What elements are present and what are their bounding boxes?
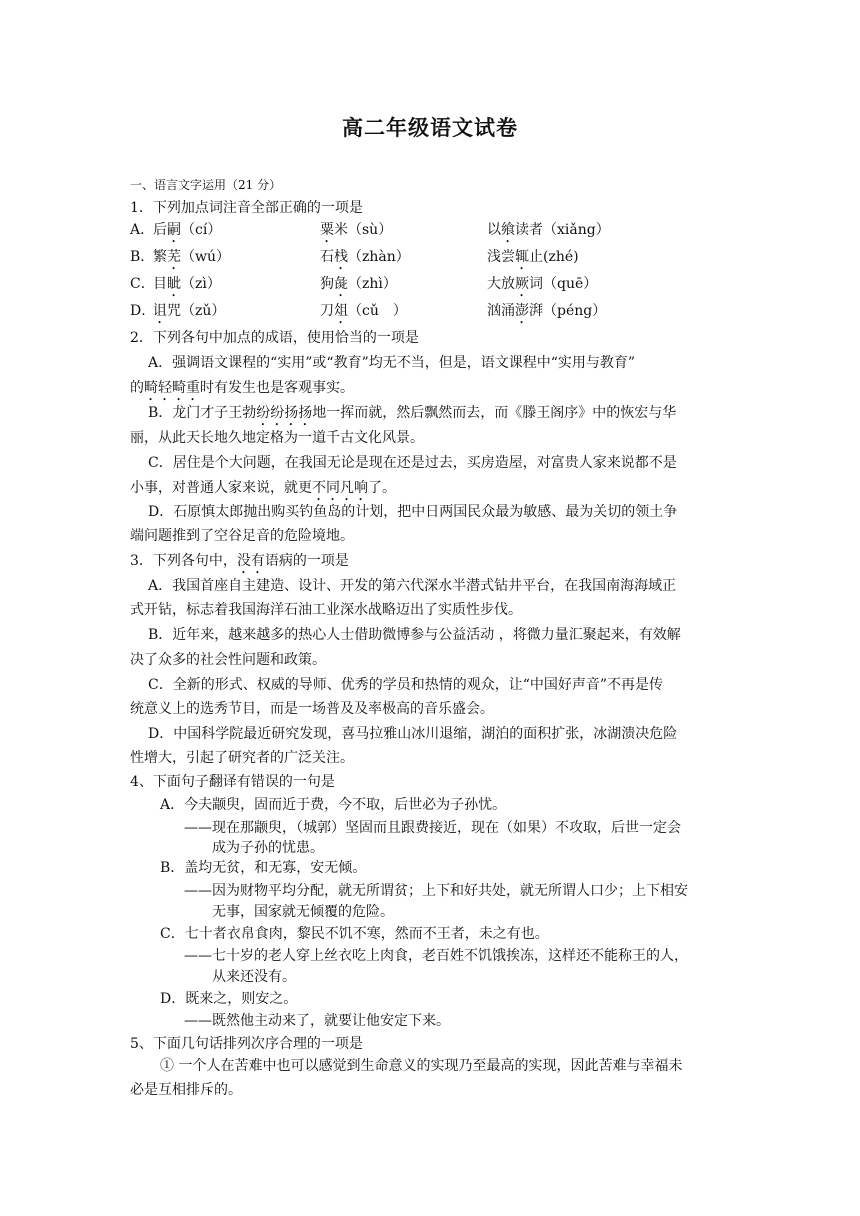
q1-option-b-label: B． xyxy=(130,249,155,265)
q1-option-c-label: C． xyxy=(130,276,155,292)
page-title: 高二年级语文试卷 xyxy=(342,116,518,140)
q3-option-c-line2: 统意义上的选秀节目，而是一场普及及率极高的音乐盛会。 xyxy=(130,701,494,717)
q4-option-c-translation-line2: 从来还没有。 xyxy=(212,969,296,985)
q3-option-d-line1: D．中国科学院最近研究发现，喜马拉雅山冰川退缩，湖泊的面积扩张，冰湖溃决危险 xyxy=(148,726,678,742)
q2-option-a-line1: A．强调语文课程的“实用”或“教育”均无不当，但是，语文课程中“实用与教育” xyxy=(148,355,636,371)
q5-stem: 5、下面几句话排列次序合理的一项是 xyxy=(130,1036,363,1052)
q2-option-b-line1: B．龙门才子王勃纷纷扬扬地一挥而就，然后飘然而去，而《滕王阁序》中的恢宏与华 xyxy=(148,405,677,421)
q1-option-b-item3: 浅尝辄止(zhé) xyxy=(487,249,579,265)
q1-option-d-item1: 诅咒（zǔ） xyxy=(153,303,226,319)
q1-option-a-label: A． xyxy=(130,222,155,238)
q1-option-a-item1: 后嗣（cí） xyxy=(153,222,222,238)
q4-option-b-translation-line1: ——因为财物平均分配，就无所谓贫；上下和好共处，就无所谓人口少；上下相安 xyxy=(184,883,688,899)
q4-option-b: B．盖均无贫，和无寡，安无倾。 xyxy=(160,860,367,876)
q1-option-d-item3: 汹涌澎湃（péng） xyxy=(487,303,607,319)
q1-option-d-label: D． xyxy=(130,303,156,319)
q2-option-d-line2: 端问题推到了空谷足音的危险境地。 xyxy=(130,528,354,544)
q3-stem: 3．下列各句中，没有语病的一项是 xyxy=(130,553,349,569)
q1-option-c-item2: 狗彘（zhì） xyxy=(320,276,397,292)
q4-option-b-translation-line2: 无事，国家就无倾覆的危险。 xyxy=(212,904,394,920)
q2-stem: 2．下列各句中加点的成语，使用恰当的一项是 xyxy=(130,330,419,346)
q2-option-d-line1: D．石原慎太郎抛出购买钓鱼岛的计划，把中日两国民众最为敏感、最为关切的领土争 xyxy=(148,504,678,520)
q5-item1-line1: ① 一个人在苦难中也可以感觉到生命意义的实现乃至最高的实现，因此苦难与幸福未 xyxy=(160,1058,683,1074)
q2-option-a-line2: 的畸轻畸重时有发生也是客观事实。 xyxy=(130,380,354,396)
q4-option-a: A．今夫颛臾，固而近于费，今不取，后世必为子孙忧。 xyxy=(160,797,507,813)
q4-option-c: C．七十者衣帛食肉，黎民不饥不寒，然而不王者，未之有也。 xyxy=(160,926,549,942)
q4-option-d-translation-line1: ——既然他主动来了，就要让他安定下来。 xyxy=(184,1013,450,1029)
q1-stem: 1．下列加点词注音全部正确的一项是 xyxy=(130,200,363,216)
q3-option-a-line1: A．我国首座自主建造、设计、开发的第六代深水半潜式钻井平台，在我国南海海域正 xyxy=(148,578,677,594)
q4-option-a-translation-line1: ——现在那颛臾，（城郭）坚固而且跟费接近，现在（如果）不攻取，后世一定会 xyxy=(184,820,681,836)
q2-option-c-line2: 小事，对普通人家来说，就更不同凡响了。 xyxy=(130,480,396,496)
q2-option-c-line1: C．居住是个大问题，在我国无论是现在还是过去，买房造屋，对富贵人家来说都不是 xyxy=(148,455,677,471)
q3-option-a-line2: 式开钻，标志着我国海洋石油工业深水战略迈出了实质性步伐。 xyxy=(130,602,522,618)
q1-option-d-item2: 刀俎（cǔ ） xyxy=(320,303,407,319)
q3-option-b-line1: B．近年来，越来越多的热心人士借助微博参与公益活动 ，将微力量汇聚起来，有效解 xyxy=(148,627,681,643)
section-heading: 一、语言文字运用（21 分） xyxy=(130,178,282,192)
q4-option-a-translation-line2: 成为子孙的忧患。 xyxy=(212,840,324,856)
q1-option-b-item2: 石栈（zhàn） xyxy=(320,249,410,265)
q4-stem: 4、下面句子翻译有错误的一句是 xyxy=(130,774,335,790)
q4-option-c-translation-line1: ——七十岁的老人穿上丝衣吃上肉食，老百姓不饥饿挨冻，这样还不能称王的人， xyxy=(184,948,688,964)
q5-item1-line2: 必是互相排斥的。 xyxy=(130,1082,242,1098)
q4-option-d: D．既来之，则安之。 xyxy=(160,991,298,1007)
q3-option-d-line2: 性增大，引起了研究者的广泛关注。 xyxy=(130,750,354,766)
q1-option-a-item3: 以飨读者（xiǎng） xyxy=(487,222,610,238)
q1-option-c-item1: 目眦（zì） xyxy=(153,276,221,292)
q3-option-b-line2: 决了众多的社会性问题和政策。 xyxy=(130,652,326,668)
q3-option-c-line1: C．全新的形式、权威的导师、优秀的学员和热情的观众，让“中国好声音”不再是传 xyxy=(148,677,664,693)
q1-option-a-item2: 粟米（sù） xyxy=(320,222,393,238)
q2-option-b-line2: 丽，从此天长地久地定格为一道千古文化风景。 xyxy=(130,430,424,446)
q1-option-c-item3: 大放厥词（quē） xyxy=(487,276,598,292)
q1-option-b-item1: 繁芜（wú） xyxy=(153,249,230,265)
